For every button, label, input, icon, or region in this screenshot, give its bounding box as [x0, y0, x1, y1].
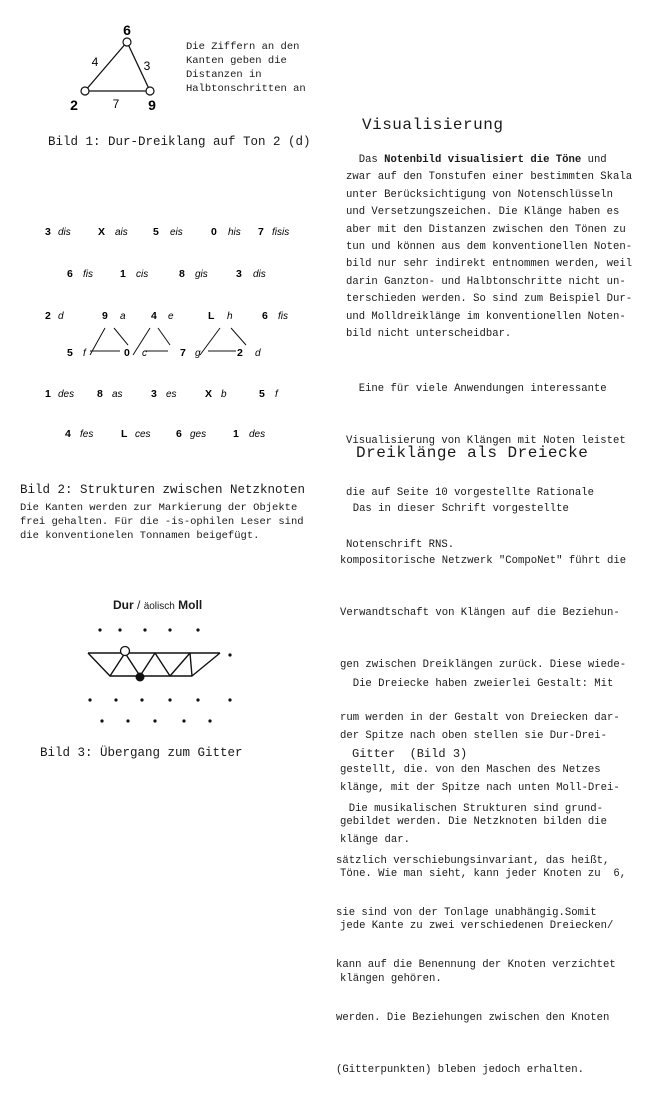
tone-number: 3	[45, 226, 51, 238]
tone-name: es	[166, 389, 177, 400]
network-edge	[114, 328, 128, 345]
tone-name: dis	[58, 227, 71, 238]
label-major: Dur	[113, 598, 134, 612]
text-line: gestellt, die. von den Maschen des Netzes	[340, 763, 601, 776]
text-line: tun und können aus dem konventionellen Noten-	[346, 240, 633, 253]
triangle-note-line: Kanten geben die	[186, 55, 287, 67]
tone-name: ais	[115, 227, 128, 238]
bild1-caption: Bild 1: Dur-Dreiklang auf Ton 2 (d)	[48, 135, 311, 149]
tone-number: 6	[67, 268, 73, 280]
text-line: Eine für viele Anwendungen interessante	[346, 382, 607, 395]
bild3-caption: Bild 3: Übergang zum Gitter	[40, 746, 243, 760]
lattice-dot	[88, 698, 91, 701]
text-lead: Das	[358, 154, 385, 166]
text-line: Das in dieser Schrift vorgestellte	[340, 502, 569, 515]
tone-number: L	[208, 310, 215, 322]
bild2-note-line: die konventionelen Tonnamen beigefügt.	[20, 530, 260, 542]
lattice-dot	[228, 653, 231, 656]
tone-name: his	[228, 227, 241, 238]
lattice-dot	[100, 719, 103, 722]
tone-number: X	[98, 226, 106, 238]
tone-number: 6	[176, 428, 182, 440]
text-line: und Molldreiklänge im konventionellen Noten-	[346, 310, 626, 323]
network-row	[45, 310, 288, 322]
lattice-node-major-root	[121, 647, 130, 656]
tone-name: eis	[170, 227, 183, 238]
tone-name: e	[168, 311, 174, 322]
text-line: darin Ganzton- und Halbtonschritte nicht un-	[346, 275, 626, 288]
triangle-edge-left-label: 4	[91, 55, 99, 69]
lattice-diagram	[80, 620, 250, 730]
text-line: Die musikalischen Strukturen sind grund-	[336, 802, 604, 815]
tone-name: fisis	[272, 227, 290, 238]
gitter-paragraph	[336, 766, 616, 1097]
text-line: bild nicht unterscheidbar.	[346, 327, 512, 340]
tone-number: 1	[45, 388, 51, 400]
text-line: klänge, mit der Spitze nach unten Moll-Drei-	[340, 782, 620, 795]
tone-number: X	[205, 388, 213, 400]
tone-name: b	[221, 389, 227, 400]
tone-number: 0	[211, 226, 217, 238]
triangle-node-right	[146, 87, 154, 95]
tone-name: ces	[135, 429, 151, 440]
text-line	[346, 152, 632, 169]
lattice-dot	[196, 698, 199, 701]
text-line: jede Kante zu zwei verschiedenen Dreiecken/	[340, 920, 614, 933]
network-row	[65, 428, 265, 440]
bild3-title	[113, 598, 202, 612]
text-line: sie sind von der Tonlage unabhängig.Somit	[336, 907, 597, 920]
triangle-node-left-label: 2	[70, 97, 78, 113]
text-line: kompositorische Netzwerk "CompoNet" führt die	[340, 555, 627, 568]
network-row	[67, 347, 261, 359]
dreiklaenge-heading: Dreiklänge als Dreiecke	[356, 444, 589, 462]
lattice-dot	[153, 719, 156, 722]
tone-name: f	[275, 389, 278, 400]
lattice-dot	[168, 698, 171, 701]
text-line: (Gitterpunkten) bleben jedoch erhalten.	[336, 1063, 584, 1076]
text-line: und Versetzungszeichen. Die Klänge haben es	[346, 206, 620, 219]
label-separator: /	[133, 598, 144, 612]
tone-number: 5	[67, 347, 73, 359]
lattice-dot	[126, 719, 129, 722]
text-line: zwar auf den Tonstufen einer bestimmten Skala	[346, 171, 633, 184]
tone-number: 0	[124, 347, 130, 359]
lattice-dot	[196, 628, 199, 631]
tone-name: c	[142, 348, 147, 359]
text-rest: und	[581, 154, 607, 166]
lattice-dot	[143, 628, 146, 631]
tone-name: h	[227, 311, 233, 322]
label-aeolian: äolisch	[143, 601, 175, 612]
text-line: terschieden werden. So sind zum Beispiel Dur-	[346, 293, 633, 306]
text-line: klänge dar.	[340, 834, 410, 847]
visualisierung-paragraph-1	[346, 152, 632, 343]
lattice-zigzag	[88, 653, 220, 676]
tone-name: d	[58, 311, 64, 322]
text-line: Verwandtschaft von Klängen auf die Beziehun-	[340, 607, 620, 620]
lattice-dot	[168, 628, 171, 631]
triangle-node-right-label: 9	[148, 97, 156, 113]
text-emphasis: Notenbild visualisiert die Töne	[384, 154, 582, 166]
tone-name: gis	[195, 269, 208, 280]
text-line: werden. Die Beziehungen zwischen den Knoten	[336, 1011, 610, 1024]
tone-name: dis	[253, 269, 266, 280]
tone-number: 9	[102, 310, 108, 322]
tone-number: 8	[97, 388, 103, 400]
gitter-heading: Gitter (Bild 3)	[352, 747, 468, 761]
triangle-note-line: Die Ziffern an den	[186, 41, 300, 53]
text-line: bild nur sehr indirekt entnommen werden, weil	[346, 258, 633, 271]
tone-number: 1	[233, 428, 239, 440]
tone-name: fis	[83, 269, 93, 280]
lattice-dot	[118, 628, 121, 631]
triangle-note	[186, 40, 336, 96]
tone-number: 1	[120, 268, 126, 280]
tone-number: 8	[179, 268, 185, 280]
text-line: klängen gehören.	[340, 972, 442, 985]
tone-name: as	[112, 389, 123, 400]
lattice-node-minor-root	[136, 673, 145, 682]
triangle-edge-bottom-label: 7	[112, 97, 120, 111]
text-line: kann auf die Benennung der Knoten verzichtet	[336, 959, 616, 972]
text-line: rum werden in der Gestalt von Dreiecken dar-	[340, 711, 620, 724]
text-line: gebildet werden. Die Netzknoten bilden die	[340, 816, 608, 829]
text-line: Töne. Wie man sieht, kann jeder Knoten zu 6,	[340, 868, 627, 881]
triangle-note-line: Halbtonschritten an	[186, 83, 306, 95]
tone-number: 7	[180, 347, 186, 359]
network-row	[45, 226, 289, 238]
network-edge	[158, 328, 170, 345]
tone-name: a	[120, 311, 126, 322]
bild2-note-line: Die Kanten werden zur Markierung der Objekte	[20, 502, 298, 514]
text-line: aber mit den Distanzen zwischen den Tönen zu	[346, 223, 626, 236]
tone-name: g	[195, 348, 201, 359]
text-line: gen zwischen Dreiklängen zurück. Diese wiede-	[340, 659, 627, 672]
triangle-edge-right-label: 3	[143, 59, 151, 73]
tone-name: f	[83, 348, 86, 359]
text-line: Visualisierung von Klängen mit Noten leistet	[346, 435, 626, 448]
lattice-dot	[182, 719, 185, 722]
tone-name: cis	[136, 269, 149, 280]
lattice-dot	[208, 719, 211, 722]
tone-number: 3	[151, 388, 157, 400]
text-line: sätzlich verschiebungsinvariant, das heißt,	[336, 855, 610, 868]
text-line: unter Berücksichtigung von Notenschlüsseln	[346, 188, 614, 201]
triad-triangle-diagram	[60, 18, 180, 118]
bild2-note-line: frei gehalten. Für die -is-ophilen Leser sind	[20, 516, 304, 528]
network-edge	[231, 328, 246, 345]
tone-number: 5	[259, 388, 265, 400]
triangle-node-top	[123, 38, 131, 46]
triangle-note-line: Distanzen in	[186, 69, 262, 81]
lattice-dot	[140, 698, 143, 701]
tone-name: fis	[278, 311, 288, 322]
text-line: die auf Seite 10 vorgestellte Rationale	[346, 487, 594, 500]
tone-name: des	[249, 429, 266, 440]
text-line: Die Dreiecke haben zweierlei Gestalt: Mit	[340, 677, 614, 690]
network-row	[45, 388, 279, 400]
tone-name: fes	[80, 429, 94, 440]
visualisierung-heading: Visualisierung	[362, 116, 504, 134]
text-line: Notenschrift RNS.	[346, 539, 455, 552]
tone-number: 7	[258, 226, 264, 238]
triangle-node-left	[81, 87, 89, 95]
lattice-dot	[114, 698, 117, 701]
label-minor: Moll	[178, 598, 203, 612]
triangle-node-top-label: 6	[123, 22, 131, 38]
text-line: der Spitze nach oben stellen sie Dur-Drei-	[340, 730, 608, 743]
bild2-caption: Bild 2: Strukturen zwischen Netzknoten	[20, 483, 306, 497]
tone-number: 6	[262, 310, 268, 322]
tone-number: 4	[65, 428, 71, 440]
tone-number: 2	[45, 310, 51, 322]
tone-number: L	[121, 428, 128, 440]
lattice-dot	[98, 628, 101, 631]
tone-number: 2	[237, 347, 243, 359]
tone-name: ges	[190, 429, 207, 440]
bild2-note	[20, 501, 340, 543]
tone-number: 3	[236, 268, 242, 280]
tone-number: 4	[151, 310, 157, 322]
lattice-dot	[228, 698, 231, 701]
tone-number: 5	[153, 226, 159, 238]
tone-name: d	[255, 348, 261, 359]
network-row	[67, 268, 266, 280]
network-structure-diagram	[40, 215, 320, 445]
tone-name: des	[58, 389, 75, 400]
